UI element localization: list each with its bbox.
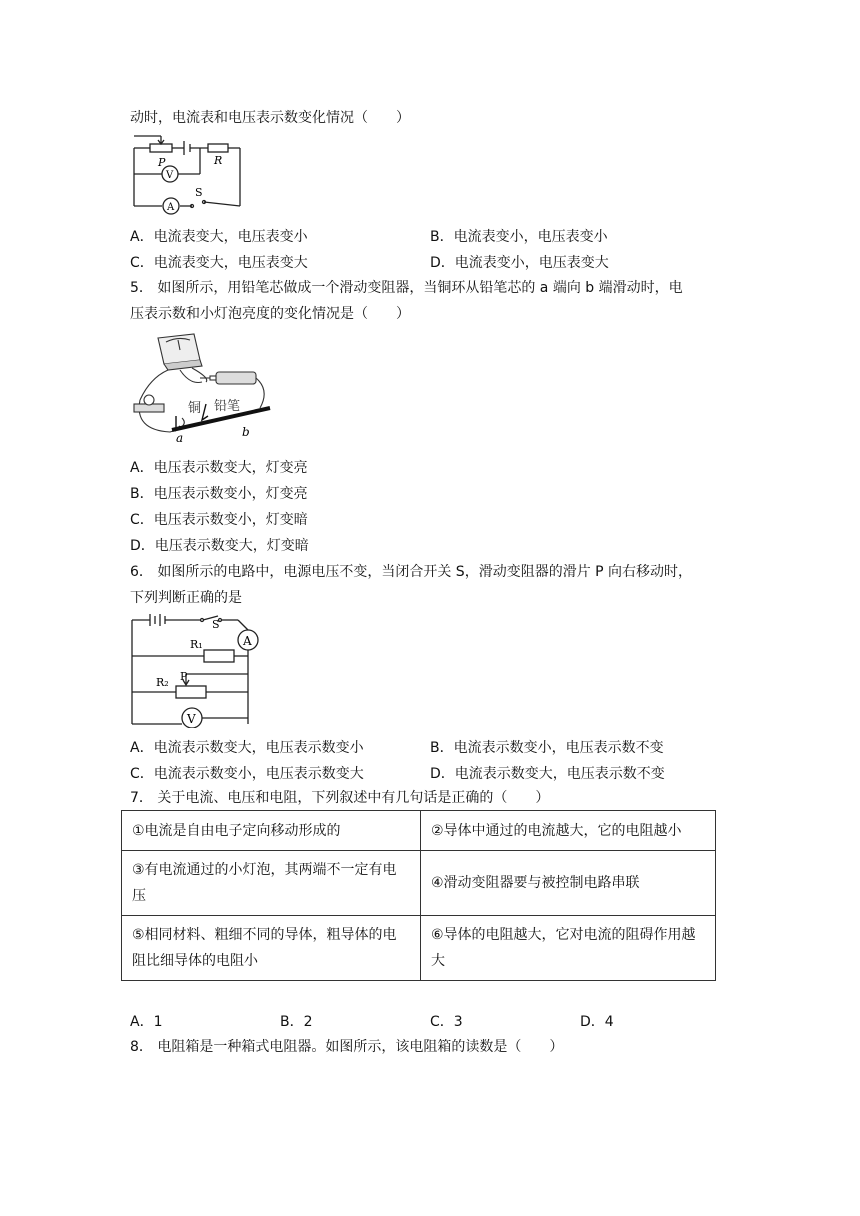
q4-label-R: R bbox=[214, 154, 223, 167]
q7-statement-4: ④滑动变阻器要与被控制电路串联 bbox=[421, 851, 716, 916]
q6-stem-line2: 下列判断正确的是 bbox=[130, 590, 242, 606]
q4-option-a[interactable]: A．电流表变大，电压表变小 bbox=[130, 229, 308, 245]
q6-circuit-figure bbox=[130, 612, 260, 728]
q5-label-pencil: 铅笔 bbox=[214, 399, 241, 414]
q5-pencil-figure bbox=[130, 330, 280, 442]
q5-label-b: b bbox=[242, 425, 250, 439]
q5-option-a[interactable]: A．电压表示数变大，灯变亮 bbox=[130, 460, 308, 476]
q7-statement-2: ②导体中通过的电流越大，它的电阻越小 bbox=[421, 811, 716, 851]
q5-label-a: a bbox=[176, 431, 184, 442]
q6-label-P: P bbox=[180, 670, 188, 683]
q4-option-d[interactable]: D．电流表变小，电压表变大 bbox=[430, 255, 609, 271]
q8-stem: 8． 电阻箱是一种箱式电阻器。如图所示，该电阻箱的读数是（ ） bbox=[130, 1039, 564, 1055]
q7-statement-6: ⑥导体的电阻越大，它对电流的阻碍作用越大 bbox=[421, 916, 716, 981]
table-row bbox=[122, 916, 716, 981]
q6-label-A: A bbox=[243, 634, 252, 648]
q6-option-b[interactable]: B．电流表示数变小，电压表示数不变 bbox=[430, 740, 664, 756]
q6-label-V: V bbox=[187, 712, 196, 726]
q6-option-d[interactable]: D．电流表示数变大，电压表示数不变 bbox=[430, 766, 665, 782]
q5-option-c[interactable]: C．电压表示数变小，灯变暗 bbox=[130, 512, 308, 528]
q4-stem-tail: 动时，电流表和电压表示数变化情况（ ） bbox=[130, 110, 410, 126]
q7-option-d[interactable]: D．4 bbox=[580, 1014, 614, 1030]
q4-circuit-figure bbox=[130, 134, 246, 220]
table-row bbox=[122, 851, 716, 916]
q7-option-b[interactable]: B．2 bbox=[280, 1014, 313, 1030]
q4-label-A: A bbox=[167, 202, 175, 213]
q4-label-V: V bbox=[166, 170, 174, 181]
table-row bbox=[122, 811, 716, 851]
q7-option-c[interactable]: C．3 bbox=[430, 1014, 463, 1030]
q5-option-d[interactable]: D．电压表示数变大，灯变暗 bbox=[130, 538, 309, 554]
q4-label-S: S bbox=[195, 186, 203, 199]
q5-label-copper: 铜 bbox=[188, 401, 202, 416]
q7-option-a[interactable]: A．1 bbox=[130, 1014, 163, 1030]
q4-label-P: P bbox=[158, 156, 166, 169]
q6-label-R2: R₂ bbox=[156, 676, 169, 689]
q4-option-c[interactable]: C．电流表变大，电压表变大 bbox=[130, 255, 308, 271]
q6-stem-line1: 6． 如图所示的电路中，电源电压不变，当闭合开关 S，滑动变阻器的滑片 P 向右移动时， bbox=[130, 564, 693, 580]
q7-statement-1: ①电流是自由电子定向移动形成的 bbox=[122, 811, 421, 851]
q7-stem: 7． 关于电流、电压和电阻，下列叙述中有几句话是正确的（ ） bbox=[130, 790, 550, 806]
q7-statement-table bbox=[121, 810, 716, 981]
q5-option-b[interactable]: B．电压表示数变小，灯变亮 bbox=[130, 486, 308, 502]
q6-option-c[interactable]: C．电流表示数变小，电压表示数变大 bbox=[130, 766, 364, 782]
q6-label-R1: R₁ bbox=[190, 638, 203, 651]
q6-label-S: S bbox=[212, 618, 220, 631]
q4-option-b[interactable]: B．电流表变小，电压表变小 bbox=[430, 229, 608, 245]
q6-option-a[interactable]: A．电流表示数变大，电压表示数变小 bbox=[130, 740, 364, 756]
q7-statement-3: ③有电流通过的小灯泡，其两端不一定有电压 bbox=[122, 851, 421, 916]
q5-stem-line2: 压表示数和小灯泡亮度的变化情况是（ ） bbox=[130, 306, 410, 322]
q5-stem-line1: 5． 如图所示，用铅笔芯做成一个滑动变阻器，当铜环从铅笔芯的 a 端向 b 端滑动时，电 bbox=[130, 280, 683, 296]
q7-statement-5: ⑤相同材料、粗细不同的导体，粗导体的电阻比细导体的电阻小 bbox=[122, 916, 421, 981]
